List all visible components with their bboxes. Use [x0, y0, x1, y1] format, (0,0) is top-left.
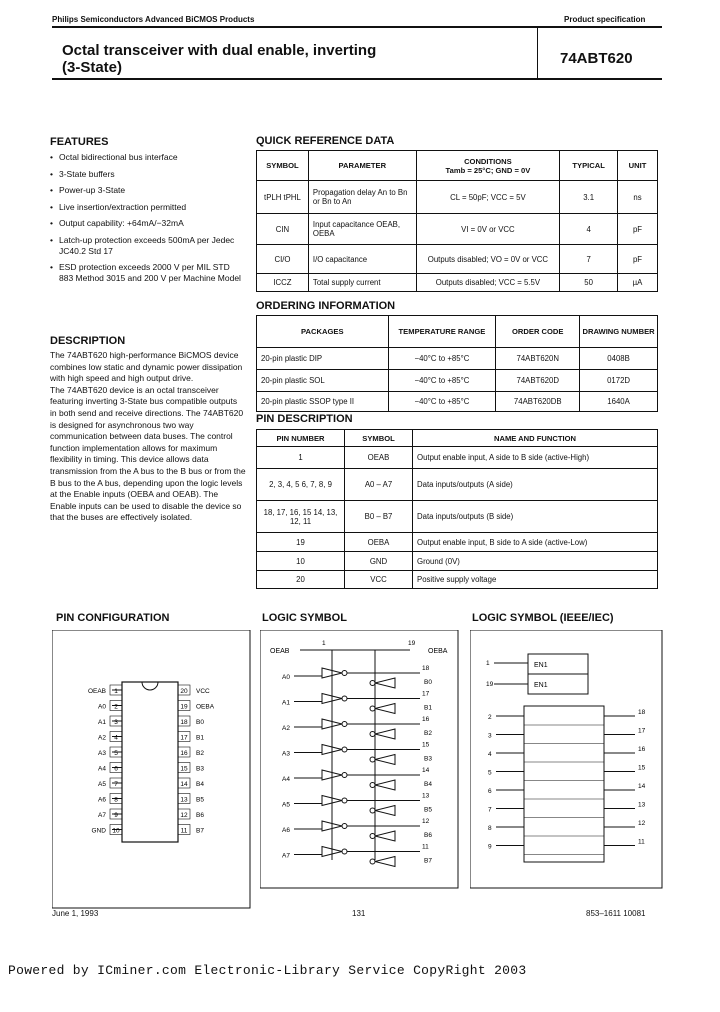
feature-item: • Latch-up protection exceeds 500mA per Jedec JC40.2 Std 17 [50, 235, 245, 257]
pin-label: B1 [196, 734, 204, 742]
ordering-header-row [257, 316, 658, 348]
pin-number: 18 [180, 719, 188, 726]
pin-label: OEBA [196, 703, 215, 711]
table-row [257, 501, 658, 533]
left-pin: 2 [488, 714, 492, 721]
col-unit: UNIT [618, 151, 658, 181]
col-typical: TYPICAL [560, 151, 618, 181]
features-list [50, 152, 245, 290]
pin-desc-header-row [257, 430, 658, 447]
doc-title [62, 42, 376, 76]
quick-ref-header-row [257, 151, 658, 181]
pin-number: 10 [112, 827, 120, 835]
diagram-frame [470, 630, 662, 888]
pin-label: VCC [196, 688, 210, 695]
pin-label: GND [91, 827, 106, 835]
cell-temp: −40°C to +85°C [388, 370, 496, 392]
feature-item: • Power-up 3-State [50, 185, 245, 196]
quick-ref-heading: QUICK REFERENCE DATA [256, 135, 395, 147]
b-label: B4 [424, 781, 432, 788]
description-heading: DESCRIPTION [50, 335, 126, 347]
right-pin: 17 [638, 727, 646, 735]
oeab-label: OEAB [270, 648, 290, 655]
col-symbol: SYMBOL [345, 430, 413, 447]
b-label: B3 [424, 755, 432, 763]
left-pin: 5 [488, 769, 492, 777]
pin-number: 20 [180, 688, 188, 695]
buffer-ba [375, 704, 395, 714]
cell-fn: Data inputs/outputs (A side) [413, 469, 658, 501]
col-drawing: DRAWING NUMBER [580, 316, 658, 348]
cell-sym: B0 – B7 [345, 501, 413, 533]
cell-sym: OEBA [345, 533, 413, 552]
table-row [257, 274, 658, 292]
right-pin: 16 [638, 746, 646, 753]
pin-number: 1 [114, 688, 118, 695]
col-symbol: SYMBOL [257, 151, 309, 181]
inverter-bubble [342, 722, 347, 727]
cell-fn: Output enable input, B side to A side (active-Low) [413, 533, 658, 552]
cell-symbol: CIN [257, 214, 309, 245]
pin-label: A7 [98, 812, 106, 819]
title-divider [537, 28, 538, 78]
title-rule [52, 78, 662, 80]
inverter-bubble [370, 681, 375, 686]
description-para-2: The 74ABT620 device is an octal transceiver featuring inverting 3-State bus compatible outputs in both send and receive directions. The 74ABT620 is designed for asynchronous two way communication between data buses. The control function implementation allows for maximum flexibility in timing. This device allows data transmission from the A bus to the B bus or from the B bus to the A bus, depending upon the logic levels at the Enable inputs (OEBA and OEAB). The Enable inputs can be used to disable the device so that the buses are effectively isolated. [50, 384, 246, 523]
cell-temp: −40°C to +85°C [388, 392, 496, 412]
b-pin: 12 [422, 818, 430, 825]
cell-cond: VI = 0V or VCC [416, 214, 560, 245]
col-function: NAME AND FUNCTION [413, 430, 658, 447]
table-row [257, 392, 658, 412]
inverter-bubble [342, 773, 347, 778]
b-label: B0 [424, 679, 432, 686]
pin-label: OEAB [87, 688, 106, 695]
table-row [257, 214, 658, 245]
inverter-bubble [370, 757, 375, 762]
inverter-bubble [342, 798, 347, 803]
pin-label: B4 [196, 781, 204, 788]
part-number: 74ABT620 [560, 50, 633, 67]
cell-unit: ns [618, 181, 658, 214]
cell-symbol: CI/O [257, 245, 309, 274]
table-row [257, 245, 658, 274]
b-pin: 15 [422, 741, 430, 749]
cell-pkg: 20-pin plastic DIP [257, 348, 389, 370]
en2-label: EN1 [534, 682, 548, 689]
cell-temp: −40°C to +85°C [388, 348, 496, 370]
cell-num: 18, 17, 16, 15 14, 13, 12, 11 [257, 501, 345, 533]
col-conditions [416, 151, 560, 181]
feature-item: • Output capability: +64mA/−32mA [50, 218, 245, 229]
pin-number: 3 [114, 719, 118, 726]
b-pin: 14 [422, 767, 430, 774]
pin-label: A6 [98, 796, 106, 804]
ieee-rows [488, 709, 646, 855]
right-pin: 14 [638, 783, 646, 790]
conditions-label: CONDITIONS [464, 156, 512, 166]
cell-unit: pF [618, 214, 658, 245]
cell-symbol: ICCZ [257, 274, 309, 292]
bus-block [524, 706, 604, 862]
table-row [257, 552, 658, 571]
oeba-pin: 19 [408, 640, 416, 647]
pin-number: 19 [180, 703, 188, 711]
pin-number: 2 [114, 703, 118, 711]
cell-typ: 4 [560, 214, 618, 245]
header-rule [52, 26, 662, 28]
logic-symbol-heading: LOGIC SYMBOL [262, 612, 347, 624]
cell-cond: Outputs disabled; VCC = 5.5V [416, 274, 560, 292]
description-para-1: The 74ABT620 high-performance BiCMOS device combines low static and dynamic power dissipation with high speed and high output drive. [50, 350, 243, 384]
cell-dwg: 0408B [580, 348, 658, 370]
a-label: A3 [282, 750, 290, 758]
cell-pkg: 20-pin plastic SOL [257, 370, 389, 392]
pin-desc-table [256, 429, 658, 589]
pin-number: 15 [180, 765, 188, 773]
oeab-pin: 1 [322, 640, 326, 647]
buffer-ba [375, 678, 395, 688]
cell-symbol: tPLH tPHL [257, 181, 309, 214]
ieee-pin-1: 1 [486, 660, 490, 667]
inverter-bubble [370, 732, 375, 737]
pin-label: A4 [98, 765, 106, 773]
inverter-bubble [370, 706, 375, 711]
pin-number: 12 [180, 812, 188, 819]
ieee-diagram [470, 630, 664, 890]
buffer-ba [375, 780, 395, 790]
ieee-pin-19: 19 [486, 681, 494, 688]
feature-item: • 3-State buffers [50, 169, 245, 180]
left-pin: 9 [488, 843, 492, 851]
quick-ref-table [256, 150, 658, 292]
col-packages: PACKAGES [257, 316, 389, 348]
cell-pkg: 20-pin plastic SSOP type II [257, 392, 389, 412]
pin-number: 16 [180, 750, 188, 757]
pin-number: 14 [180, 781, 188, 788]
inverter-bubble [342, 824, 347, 829]
ordering-table [256, 315, 658, 412]
right-pin: 11 [638, 838, 645, 846]
ordering-heading: ORDERING INFORMATION [256, 300, 396, 312]
footer-code: 853–1611 10081 [586, 909, 646, 918]
logic-rows [282, 640, 432, 867]
pin-label: A3 [98, 750, 106, 757]
pin-number: 4 [114, 734, 118, 742]
b-pin: 17 [422, 690, 430, 698]
watermark-text: Powered by ICminer.com Electronic-Library Service CopyRight 2003 [8, 963, 527, 978]
cell-code: 74ABT620D [496, 370, 580, 392]
pin-label: B3 [196, 765, 204, 773]
b-pin: 11 [422, 843, 429, 851]
b-label: B6 [424, 832, 432, 839]
a-label: A6 [282, 827, 290, 834]
buffer-ba [375, 831, 395, 841]
buffer-ba [375, 729, 395, 739]
cell-fn: Data inputs/outputs (B side) [413, 501, 658, 533]
title-line-1: Octal transceiver with dual enable, inverting [62, 42, 377, 59]
pin-number: 8 [114, 796, 118, 804]
inverter-bubble [370, 808, 375, 813]
pin-number: 13 [180, 796, 188, 804]
a-label: A4 [282, 776, 290, 783]
en1-label: EN1 [534, 662, 548, 669]
cell-dwg: 1640A [580, 392, 658, 412]
cell-num: 1 [257, 447, 345, 469]
cell-num: 20 [257, 571, 345, 589]
cell-typ: 3.1 [560, 181, 618, 214]
inverter-bubble [342, 696, 347, 701]
buffer-ba [375, 806, 395, 816]
buffer-ba [375, 755, 395, 765]
inverter-bubble [342, 849, 347, 854]
cell-param: Total supply current [308, 274, 416, 292]
pin-config-diagram [52, 630, 252, 910]
table-row [257, 571, 658, 589]
cell-unit: pF [618, 245, 658, 274]
pin-number: 5 [114, 750, 118, 757]
a-label: A1 [282, 699, 290, 707]
company-header: Philips Semiconductors Advanced BiCMOS Products [52, 15, 255, 24]
cell-sym: OEAB [345, 447, 413, 469]
cell-num: 10 [257, 552, 345, 571]
inverter-bubble [370, 859, 375, 864]
inverter-bubble [370, 834, 375, 839]
cell-sym: VCC [345, 571, 413, 589]
pin-label: A1 [98, 719, 106, 726]
col-parameter: PARAMETER [308, 151, 416, 181]
col-pin-number: PIN NUMBER [257, 430, 345, 447]
pin-number: 9 [114, 812, 118, 819]
b-pin: 18 [422, 665, 430, 672]
pin-number: 7 [114, 781, 118, 788]
inverter-bubble [342, 747, 347, 752]
cell-num: 2, 3, 4, 5 6, 7, 8, 9 [257, 469, 345, 501]
cell-dwg: 0172D [580, 370, 658, 392]
cell-unit: µA [618, 274, 658, 292]
left-pins [88, 685, 122, 835]
cell-param: Propagation delay An to Bn or Bn to An [308, 181, 416, 214]
description-body [50, 350, 246, 524]
pin-label: A5 [98, 781, 106, 788]
cell-num: 19 [257, 533, 345, 552]
features-heading: FEATURES [50, 136, 109, 148]
oeba-label: OEBA [428, 648, 448, 655]
left-pin: 7 [488, 806, 492, 814]
right-pins [178, 685, 215, 835]
right-pin: 13 [638, 801, 646, 809]
cell-fn: Positive supply voltage [413, 571, 658, 589]
feature-item: • ESD protection exceeds 2000 V per MIL STD 883 Method 3015 and 200 V per Machine Model [50, 262, 245, 284]
cell-code: 74ABT620N [496, 348, 580, 370]
a-label: A5 [282, 801, 290, 809]
left-pin: 6 [488, 788, 492, 795]
cell-fn: Output enable input, A side to B side (active-High) [413, 447, 658, 469]
pin-config-heading: PIN CONFIGURATION [56, 612, 170, 624]
cell-cond: CL = 50pF; VCC = 5V [416, 181, 560, 214]
pin-number: 11 [180, 827, 188, 835]
cell-typ: 50 [560, 274, 618, 292]
right-pin: 18 [638, 709, 646, 716]
feature-item: • Live insertion/extraction permitted [50, 202, 245, 213]
b-label: B1 [424, 704, 432, 712]
footer-page: 131 [352, 909, 366, 918]
b-pin: 13 [422, 792, 430, 800]
col-order-code: ORDER CODE [496, 316, 580, 348]
inverter-bubble [370, 783, 375, 788]
spec-header: Product specification [564, 15, 646, 24]
pin-label: B6 [196, 812, 204, 819]
table-row [257, 348, 658, 370]
cell-param: I/O capacitance [308, 245, 416, 274]
cell-sym: GND [345, 552, 413, 571]
left-pin: 4 [488, 751, 492, 758]
right-pin: 12 [638, 820, 646, 827]
pin-label: A0 [98, 703, 106, 711]
pin-label: A2 [98, 734, 106, 742]
table-row [257, 533, 658, 552]
diagram-frame [52, 630, 250, 908]
cell-code: 74ABT620DB [496, 392, 580, 412]
ic-notch [142, 682, 158, 690]
footer-date: June 1, 1993 [52, 909, 99, 918]
a-label: A0 [282, 674, 290, 681]
table-row [257, 181, 658, 214]
b-label: B7 [424, 857, 432, 865]
cell-param: Input capacitance OEAB, OEBA [308, 214, 416, 245]
pin-label: B2 [196, 750, 204, 757]
left-pin: 3 [488, 732, 492, 740]
conditions-sub: Tamb = 25°C; GND = 0V [445, 165, 531, 175]
pin-label: B0 [196, 719, 204, 726]
table-row [257, 469, 658, 501]
cell-fn: Ground (0V) [413, 552, 658, 571]
title-line-2: (3-State) [62, 59, 123, 76]
col-temperature: TEMPERATURE RANGE [388, 316, 496, 348]
right-pin: 15 [638, 764, 646, 772]
inverter-bubble [342, 671, 347, 676]
pin-number: 17 [180, 734, 188, 742]
table-row [257, 447, 658, 469]
cell-cond: Outputs disabled; VO = 0V or VCC [416, 245, 560, 274]
pin-label: B7 [196, 827, 204, 835]
a-label: A7 [282, 852, 290, 860]
b-label: B2 [424, 730, 432, 737]
a-label: A2 [282, 725, 290, 732]
b-label: B5 [424, 806, 432, 814]
b-pin: 16 [422, 716, 430, 723]
pin-desc-heading: PIN DESCRIPTION [256, 413, 353, 425]
ieee-heading: LOGIC SYMBOL (IEEE/IEC) [472, 612, 614, 624]
ic-body [122, 682, 178, 842]
pin-label: B5 [196, 796, 204, 804]
feature-item: • Octal bidirectional bus interface [50, 152, 245, 163]
buffer-ba [375, 857, 395, 867]
pin-number: 6 [114, 765, 118, 773]
left-pin: 8 [488, 825, 492, 832]
table-row [257, 370, 658, 392]
cell-typ: 7 [560, 245, 618, 274]
logic-symbol-diagram [260, 630, 460, 890]
cell-sym: A0 – A7 [345, 469, 413, 501]
